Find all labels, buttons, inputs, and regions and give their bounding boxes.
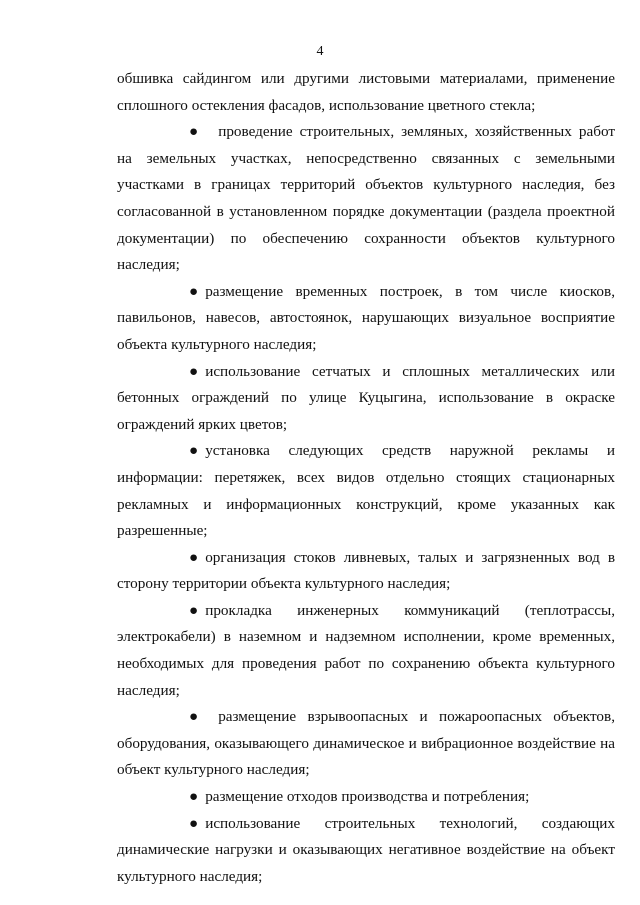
list-item-text: организация стоков ливневых, талых и загрязненных вод в сторону территории объекта культурного наследия;: [117, 548, 615, 593]
list-item: [117, 545, 615, 598]
paragraph-continuation: обшивка сайдингом или другими листовыми материалами, применение сплошного остекления фасадов, использование цветного стекла;: [117, 70, 615, 114]
list-item: [117, 279, 615, 359]
bullet-icon: ●: [189, 788, 199, 806]
bullet-icon: ●: [189, 708, 199, 726]
bullet-icon: ●: [189, 282, 199, 300]
list-item: [117, 784, 615, 811]
bullet-icon: ●: [189, 442, 199, 460]
list-item: [117, 359, 615, 439]
list-item-text: размещение временных построек, в том числе киосков, павильонов, навесов, автостоянок, нарушающих визуальное восприятие объекта культурного наследия;: [117, 282, 615, 353]
bullet-icon: ●: [189, 814, 199, 832]
list-item-text: размещение отходов производства и потребления;: [205, 788, 530, 806]
bullet-icon: ●: [189, 548, 199, 566]
list-item-text: размещение взрывоопасных и пожароопасных объектов, оборудования, оказывающего динамическое и вибрационное воздействие на объект культурного наследия;: [117, 708, 615, 779]
list-item: [117, 811, 615, 891]
list-item-text: проведение строительных, земляных, хозяйственных работ на земельных участках, непосредственно связанных с земельными участками в границах территорий объектов культурного наследия, без согласованной в установленном порядке документации (раздела проектной документации) по обеспечению сохранности объектов культурного наследия;: [117, 123, 615, 274]
list-item: [117, 438, 615, 544]
bullet-icon: ●: [189, 123, 199, 141]
list-item-text: использование сетчатых и сплошных металлических или бетонных ограждений по улице Куцыгина, использование в окраске ограждений ярких цветов;: [117, 362, 615, 433]
bullet-icon: ●: [189, 601, 199, 619]
list-item-text: установка следующих средств наружной рекламы и информации: перетяжек, всех видов отдельно стоящих стационарных рекламных и информационных конструкций, кроме указанных как разрешенные;: [117, 442, 615, 540]
document-body: [117, 66, 615, 890]
list-item: [117, 704, 615, 784]
list-item: [117, 598, 615, 704]
page-number: 4: [316, 44, 324, 59]
list-item: [117, 119, 615, 279]
bullet-icon: ●: [189, 362, 199, 380]
list-item-text: прокладка инженерных коммуникаций (теплотрассы, электрокабели) в наземном и надземном исполнении, кроме временных, необходимых для проведения работ по сохранению объекта культурного наследия;: [117, 601, 615, 699]
list-item-text: использование строительных технологий, создающих динамические нагрузки и оказывающих негативное воздействие на объект культурного наследия;: [117, 814, 615, 885]
